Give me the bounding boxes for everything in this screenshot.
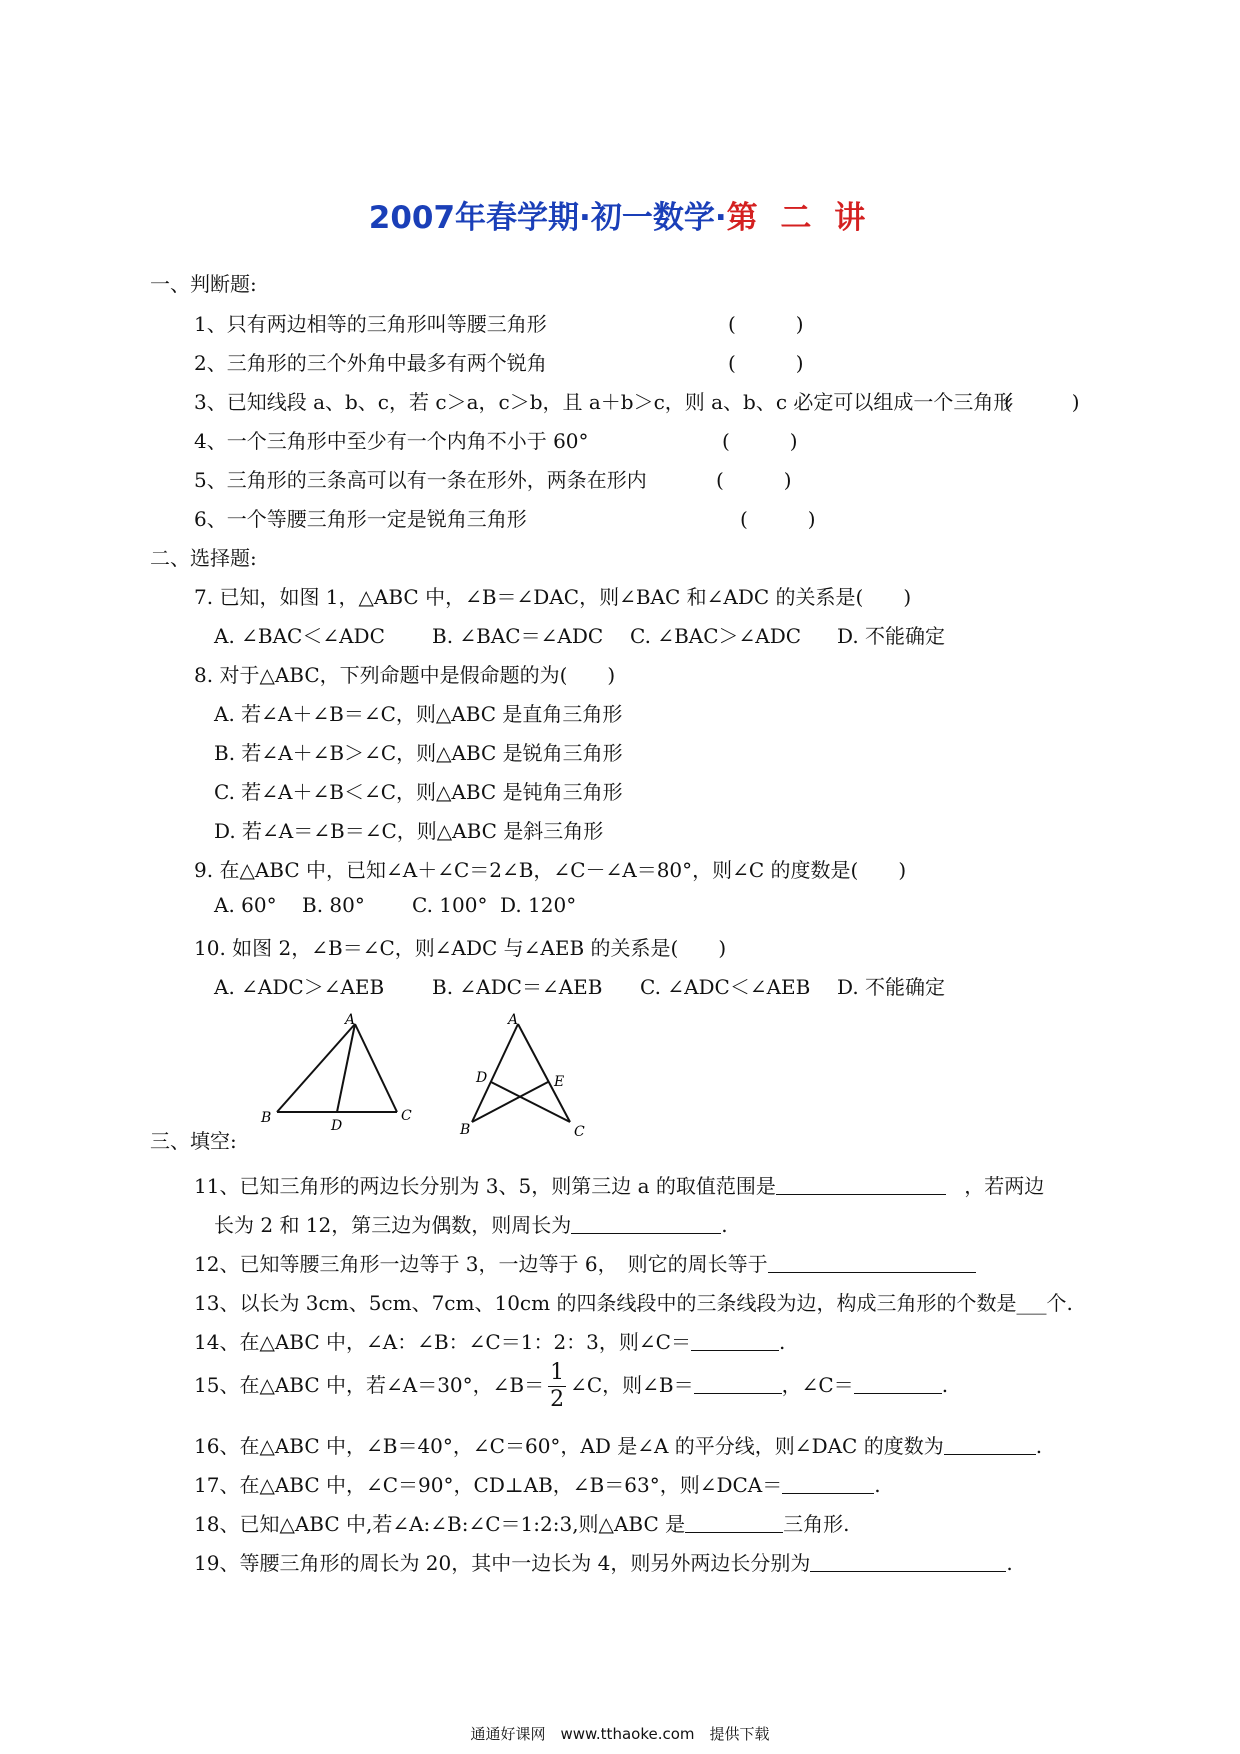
fig2-label-d: D [476,1070,488,1086]
choice-q9-opt-c: C. 100° [412,893,488,917]
judge-item-4: 4、一个三角形中至少有一个内角不小于 60° [194,429,589,453]
fill-q18-blank[interactable] [685,1512,783,1533]
fill-q12-blank[interactable] [768,1252,976,1273]
fill-q16-text: 16、在△ABC 中，∠B＝40°，∠C＝60°，AD 是∠A 的平分线，则∠DAC 的度数为 [194,1434,944,1458]
fill-q12 [194,1248,976,1277]
title-lecture: 第 二 讲 [726,200,872,236]
judge-item-1: 1、只有两边相等的三角形叫等腰三角形 [194,312,547,336]
choice-q8-opt-d: D. 若∠A＝∠B＝∠C，则△ABC 是斜三角形 [214,819,604,843]
choice-q10-opt-a: A. ∠ADC＞∠AEB [214,975,385,999]
fill-q13: 13、以长为 3cm、5cm、7cm、10cm 的四条线段中的三条线段为边，构成三角形的个数是___个. [194,1291,1073,1315]
fill-q15-text-c: ，∠C＝ [781,1373,854,1397]
section-judge-heading: 一、判断题: [150,272,257,296]
judge-paren-6: ( ) [740,507,816,531]
fill-q15-blank-1[interactable] [694,1373,782,1394]
fill-q14 [194,1326,785,1355]
fill-q19-text: 19、等腰三角形的周长为 20，其中一边长为 4，则另外两边长分别为 [194,1551,811,1575]
fill-q15-fraction [548,1362,566,1411]
fig2-side-ac [518,1024,570,1122]
fig1-label-b: B [261,1110,272,1126]
judge-paren-4: ( ) [722,429,798,453]
fill-q16-blank[interactable] [944,1434,1036,1455]
judge-item-6: 6、一个等腰三角形一定是锐角三角形 [194,507,527,531]
fill-q15-blank-2[interactable] [854,1373,942,1394]
fig2-segment-be [472,1082,548,1122]
fill-q19-blank[interactable] [810,1551,1006,1572]
fill-q11-text-d: . [721,1213,728,1237]
fill-q11-text-c: 长为 2 和 12，第三边为偶数，则周长为 [214,1213,572,1237]
fill-q11-blank-2[interactable] [571,1213,721,1234]
fill-q16 [194,1430,1042,1459]
fig2-label-c: C [574,1124,585,1140]
choice-q8-opt-a: A. 若∠A＋∠B＝∠C，则△ABC 是直角三角形 [214,702,623,726]
choice-q7-opt-d: D. 不能确定 [837,624,946,648]
judge-paren-3: ( ) [1004,390,1080,414]
choice-q9: 9. 在△ABC 中，已知∠A＋∠C＝2∠B，∠C－∠A＝80°，则∠C 的度数是( ) [194,858,907,882]
choice-q7-opt-a: A. ∠BAC＜∠ADC [214,624,385,648]
fill-q19-period: . [1006,1551,1013,1575]
fill-q15-text-b: ∠C，则∠B＝ [570,1373,694,1397]
figure-1-triangle [255,1010,425,1130]
fig2-label-b: B [460,1122,471,1138]
choice-q8: 8. 对于△ABC，下列命题中是假命题的为( ) [194,663,616,687]
section-choice-heading: 二、选择题: [150,546,257,570]
fill-q17-text: 17、在△ABC 中，∠C＝90°，CD⊥AB，∠B＝63°，则∠DCA＝ [194,1473,783,1497]
fig2-label-a: A [508,1012,519,1028]
judge-item-2: 2、三角形的三个外角中最多有两个锐角 [194,351,547,375]
fill-q17-blank[interactable] [782,1473,874,1494]
fill-q11-text-a: 11、已知三角形的两边长分别为 3、5，则第三边 a 的取值范围是 [194,1174,776,1198]
choice-q8-opt-b: B. 若∠A＋∠B＞∠C，则△ABC 是锐角三角形 [214,741,623,765]
fill-q18-text-a: 18、已知△ABC 中,若∠A:∠B:∠C＝1:2:3,则△ABC 是 [194,1512,686,1536]
fill-q15-denominator: 2 [550,1387,565,1412]
judge-item-3: 3、已知线段 a、b、c，若 c＞a，c＞b，且 a＋b＞c，则 a、b、c 必定可以组成一个三角形 [194,390,1014,414]
fill-q17 [194,1469,881,1498]
choice-q7-opt-c: C. ∠BAC＞∠ADC [630,624,802,648]
fill-q12-text: 12、已知等腰三角形一边等于 3，一边等于 6， 则它的周长等于 [194,1252,768,1276]
fill-q14-period: . [778,1330,786,1354]
fill-q11-line2 [214,1209,728,1238]
fill-q14-text: 14、在△ABC 中，∠A：∠B：∠C＝1：2：3，则∠C＝ [194,1330,691,1354]
page-title [0,192,1240,237]
fill-q14-blank[interactable] [691,1330,779,1351]
fill-q17-period: . [874,1473,881,1497]
judge-paren-1: ( ) [728,312,804,336]
fill-q11-text-b: ，若两边 [964,1174,1045,1198]
fill-q15-numerator: 1 [550,1360,565,1385]
choice-q9-opt-a: A. 60° [214,893,277,917]
fill-q11-line1 [194,1170,1044,1199]
fig1-label-d: D [331,1118,343,1130]
choice-q7-opt-b: B. ∠BAC＝∠ADC [432,624,604,648]
fill-q18 [194,1508,849,1537]
title-main: 2007年春学期·初一数学· [368,200,727,236]
choice-q9-opt-d: D. 120° [500,893,577,917]
page-footer: 通通好课网 www.tthaoke.com 提供下载 [470,1725,770,1743]
figure-2-triangle [430,1010,600,1140]
fig2-label-e: E [554,1074,565,1090]
choice-q10: 10. 如图 2，∠B＝∠C，则∠ADC 与∠AEB 的关系是( ) [194,936,727,960]
judge-paren-2: ( ) [728,351,804,375]
fill-q15 [194,1362,948,1411]
fig1-side-ab [277,1024,355,1112]
judge-paren-5: ( ) [716,468,792,492]
fig1-label-c: C [401,1108,412,1124]
choice-q8-opt-c: C. 若∠A＋∠B＜∠C，则△ABC 是钝角三角形 [214,780,623,804]
choice-q7: 7. 已知，如图 1，△ABC 中，∠B＝∠DAC，则∠BAC 和∠ADC 的关系是( ) [194,585,912,609]
choice-q10-opt-b: B. ∠ADC＝∠AEB [432,975,603,999]
fill-q16-period: . [1035,1434,1043,1458]
fill-q11-blank-1[interactable] [776,1174,946,1195]
fig1-label-a: A [345,1012,356,1028]
fig1-side-ac [355,1024,397,1112]
fill-q15-text-a: 15、在△ABC 中，若∠A＝30°，∠B＝ [194,1373,545,1397]
section-fill-heading: 三、填空: [150,1129,237,1153]
choice-q10-opt-d: D. 不能确定 [837,975,946,999]
judge-item-5: 5、三角形的三条高可以有一条在形外，两条在形内 [194,468,647,492]
choice-q10-opt-c: C. ∠ADC＜∠AEB [640,975,811,999]
choice-q9-opt-b: B. 80° [302,893,365,917]
fig1-segment-ad [337,1024,355,1112]
fill-q15-period: . [941,1373,949,1397]
fill-q18-text-b: 三角形. [783,1512,850,1536]
fill-q19 [194,1547,1013,1576]
